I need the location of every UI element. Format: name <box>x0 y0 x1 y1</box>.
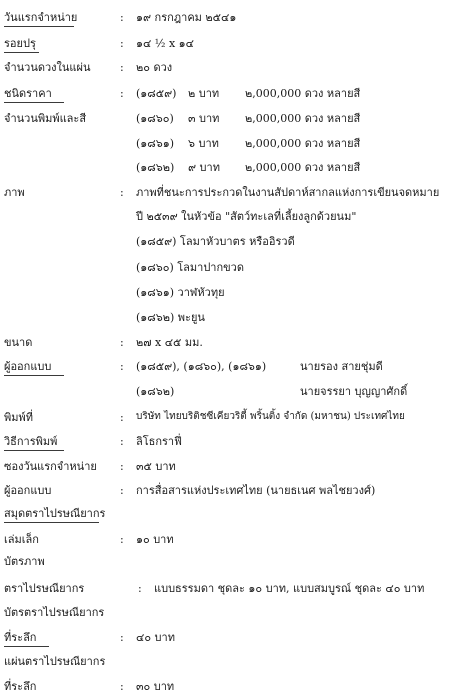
issue-date-label: วันแรกจำหน่าย <box>4 11 78 24</box>
designer-underline <box>4 375 64 376</box>
denom-code: (๑๘๖๑) <box>136 137 175 150</box>
booklet-label: เล่มเล็ก <box>4 533 39 546</box>
size-value: ๒๗ x ๔๕ มม. <box>136 336 203 349</box>
souvenir-sheet-value: ๓๐ บาท <box>136 680 175 693</box>
souvenir-card-value: ๔๐ บาท <box>136 631 175 644</box>
designer-name-2: นายจรรยา บุญญาศักดิ์ <box>300 385 408 398</box>
designer-colon: : <box>120 360 124 373</box>
album-label: สมุดตราไปรษณียากร <box>4 507 106 520</box>
picture-item: (๑๘๖๐) โลมาปากขวด <box>136 261 244 274</box>
album-designer-label: ผู้ออกแบบ <box>4 484 52 497</box>
souvenir-sheet-label: แผ่นตราไปรษณียากร <box>4 655 106 668</box>
denomination-underline <box>4 102 64 103</box>
print-quantity-label: จำนวนพิมพ์และสี <box>4 112 87 125</box>
denom-price: ๙ บาท <box>188 161 220 174</box>
printer-colon: : <box>120 411 124 424</box>
souvenir-sheet-colon: : <box>120 680 124 693</box>
denom-qty: ๒,000,000 ดวง หลายสี <box>245 161 361 174</box>
denom-price: ๖ บาท <box>188 137 219 150</box>
picture-item: (๑๘๖๒) พะยูน <box>136 311 205 324</box>
printer-value: บริษัท ไทยบริติชซีเคียวริตี้ พริ้นติ้ง จำกัด (มหาชน) ประเทศไทย <box>136 411 405 422</box>
picture-line-1: ภาพที่ชนะการประกวดในงานสัปดาห์สากลแห่งการเขียนจดหมาย <box>136 186 440 199</box>
fdc-envelope-value: ๓๕ บาท <box>136 460 176 473</box>
designer-codes-2: (๑๘๖๒) <box>136 385 175 398</box>
perforation-underline <box>4 52 39 53</box>
method-value: ลิโธกราฟี่ <box>136 435 182 448</box>
album-designer-colon: : <box>120 484 124 497</box>
album-underline <box>4 522 99 523</box>
souvenir-card-underline <box>4 646 49 647</box>
denom-price: ๒ บาท <box>188 87 220 100</box>
picture-card-value: แบบธรรมดา ชุดละ ๑๐ บาท, แบบสมบูรณ์ ชุดละ ๔๐ บาท <box>154 582 425 595</box>
souvenir-card-label: บัตรตราไปรษณียากร <box>4 606 105 619</box>
picture-card-colon: : <box>138 582 142 595</box>
printer-label: พิมพ์ที่ <box>4 411 34 424</box>
booklet-value: ๑๐ บาท <box>136 533 174 546</box>
denomination-label: ชนิดราคา <box>4 87 52 100</box>
size-colon: : <box>120 336 124 349</box>
method-label: วิธีการพิมพ์ <box>4 435 58 448</box>
issue-date-colon: : <box>120 11 124 24</box>
picture-line-2: ปี ๒๕๓๙ ในหัวข้อ "สัตว์ทะเลที่เลี้ยงลูกด้วยนม" <box>136 210 357 223</box>
denom-code: (๑๘๖๐) <box>136 112 174 125</box>
denomination-colon: : <box>120 87 124 100</box>
per-sheet-value: ๒๐ ดวง <box>136 61 173 74</box>
per-sheet-colon: : <box>120 61 124 74</box>
denom-code: (๑๘๕๙) <box>136 87 177 100</box>
album-designer-value: การสื่อสารแห่งประเทศไทย (นายธเนศ พลไชยวงศ์) <box>136 484 376 497</box>
denom-price: ๓ บาท <box>188 112 220 125</box>
picture-card-label-2: ตราไปรษณียากร <box>4 582 85 595</box>
picture-item: (๑๘๕๙) โลมาหัวบาตร หรืออิรวดี <box>136 235 295 248</box>
issue-date-underline <box>4 26 74 27</box>
perforation-colon: : <box>120 37 124 50</box>
denom-qty: ๒,000,000 ดวง หลายสี <box>245 112 361 125</box>
denom-code: (๑๘๖๒) <box>136 161 175 174</box>
picture-colon: : <box>120 186 124 199</box>
denom-qty: ๒,000,000 ดวง หลายสี <box>245 87 361 100</box>
perforation-label: รอยปรุ <box>4 37 36 50</box>
booklet-colon: : <box>120 533 124 546</box>
fdc-envelope-label: ซองวันแรกจำหน่าย <box>4 460 97 473</box>
method-underline <box>4 450 64 451</box>
souvenir-card-label-2: ที่ระลึก <box>4 631 37 644</box>
souvenir-card-colon: : <box>120 631 124 644</box>
picture-card-label: บัตรภาพ <box>4 555 45 568</box>
picture-item: (๑๘๖๑) วาฬหัวทุย <box>136 286 225 299</box>
designer-codes-1: (๑๘๕๙), (๑๘๖๐), (๑๘๖๑) <box>136 360 267 373</box>
picture-label: ภาพ <box>4 186 25 199</box>
method-colon: : <box>120 435 124 448</box>
denom-qty: ๒,000,000 ดวง หลายสี <box>245 137 361 150</box>
per-sheet-label: จำนวนดวงในแผ่น <box>4 61 91 74</box>
designer-name-1: นายรอง สายชุ่มดี <box>300 360 383 373</box>
souvenir-sheet-label-2: ที่ระลึก <box>4 680 37 693</box>
perforation-value: ๑๔ ½ x ๑๔ <box>136 37 194 50</box>
issue-date-value: ๑๙ กรกฎาคม ๒๕๔๑ <box>136 11 237 24</box>
designer-label: ผู้ออกแบบ <box>4 360 52 373</box>
size-label: ขนาด <box>4 336 33 349</box>
fdc-envelope-colon: : <box>120 460 124 473</box>
